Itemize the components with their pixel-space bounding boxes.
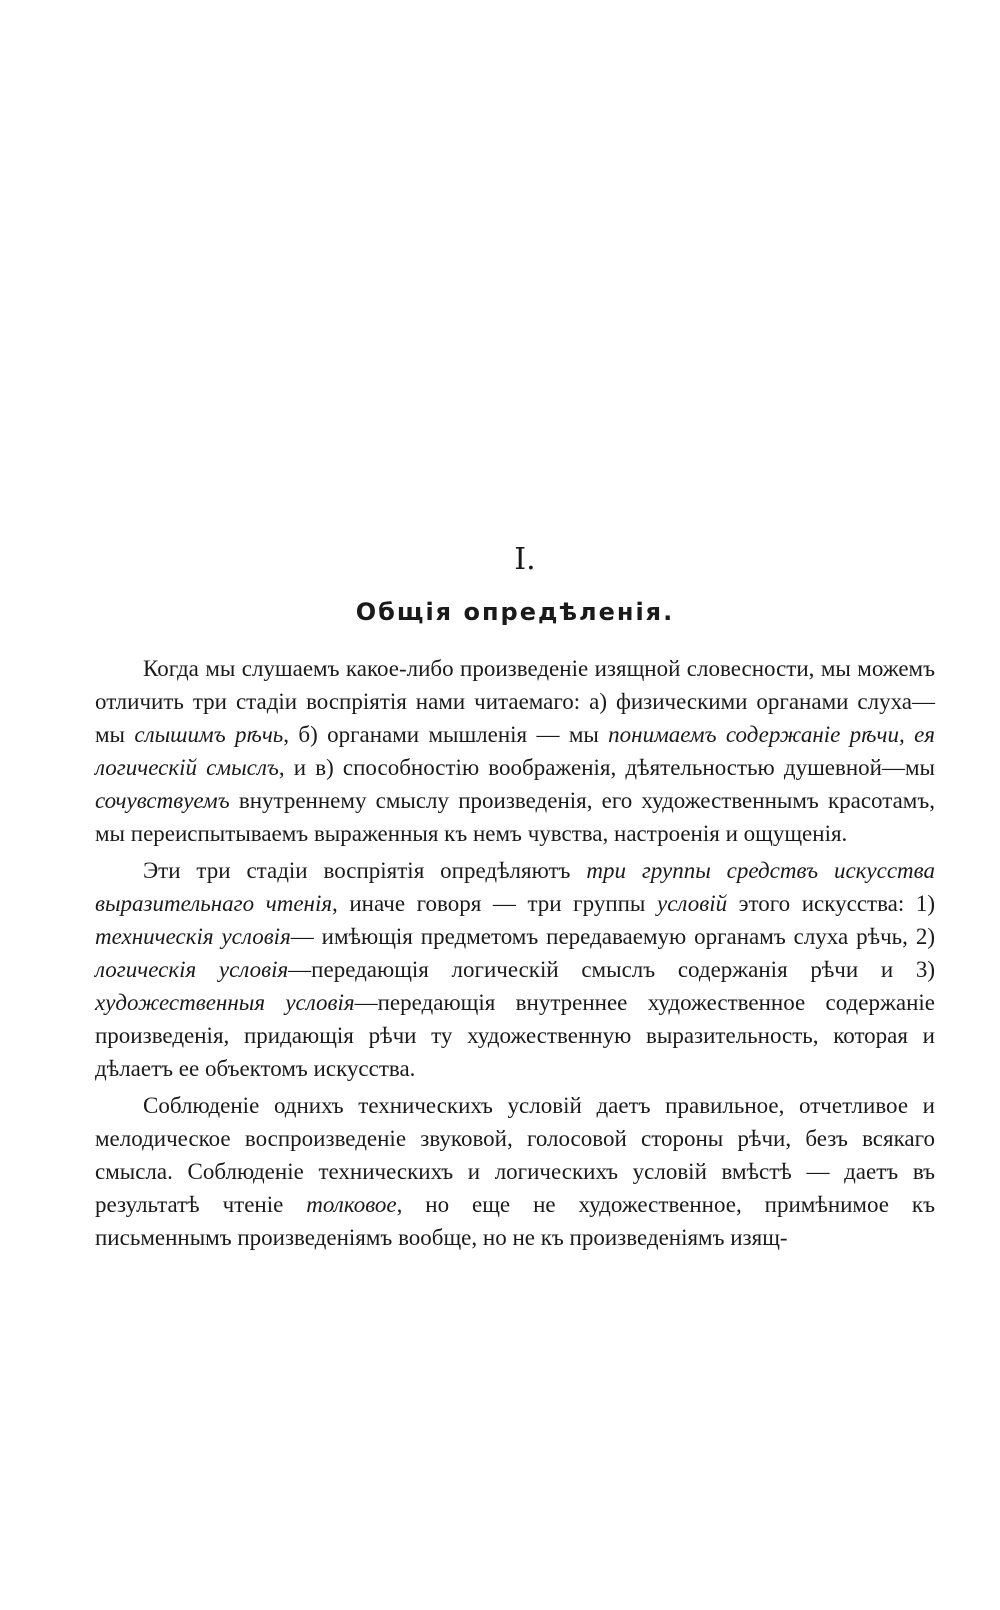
text-segment: внутреннему смыслу произведенія, его художественнымъ красотамъ, мы переиспытываемъ выраженныя къ немъ чувства, настроенія и ощущенія.	[95, 788, 935, 846]
paragraph-3	[95, 1089, 935, 1254]
text-segment: Когда мы слушаемъ какое-либо произведеніе изящной словесности, мы можемъ отличить три стадіи воспріятія нами читаемаго: а) физическими органами слуха—мы	[95, 656, 935, 747]
paragraph-1	[95, 652, 935, 850]
text-segment: —передающія внутреннее художественное содержаніе произведенія, придающія рѣчи ту художественную выразительность, которая и дѣлаетъ ее объектомъ искусства.	[95, 990, 935, 1081]
text-segment: , иначе говоря — три группы	[332, 891, 657, 916]
emphasis-text: толковое	[306, 1192, 397, 1217]
emphasis-text: три группы средствъ искусства выразительнаго чтенія	[95, 858, 935, 916]
text-segment: , и в) способностію воображенія, дѣятельностью душевной—мы	[278, 755, 935, 780]
text-segment: — имѣющія предметомъ передаваемую органамъ слуха рѣчь, 2)	[290, 924, 935, 949]
text-segment: —передающія логическій смыслъ содержанія рѣчи и 3)	[288, 957, 935, 982]
emphasis-text: понимаемъ содержаніе рѣчи, ея логическій смыслъ	[95, 722, 935, 780]
chapter-number: I.	[514, 542, 536, 577]
text-segment: Соблюденіе однихъ техническихъ условій даетъ правильное, отчетливое и мелодическое воспроизведеніе звуковой, голосовой стороны рѣчи, безъ всякаго смысла. Соблюденіе техническихъ и логическихъ условій вмѣстѣ — даетъ въ результатѣ чтеніе	[95, 1093, 935, 1217]
emphasis-text: техническія условія	[95, 924, 291, 949]
paragraph-2	[95, 854, 935, 1085]
text-segment: , б) органами мышленія — мы	[283, 722, 609, 747]
emphasis-text: слышимъ рѣчь	[134, 722, 284, 747]
emphasis-text: условій	[656, 891, 728, 916]
emphasis-text: сочувствуемъ	[95, 788, 230, 813]
emphasis-text: художественныя условія	[95, 990, 355, 1015]
text-segment: этого искусства: 1)	[727, 891, 935, 916]
emphasis-text: логическія условія	[95, 957, 289, 982]
text-segment: , но еще не художественное, примѣнимое къ письменнымъ произведеніямъ вообще, но не къ произведеніямъ изящ-	[95, 1192, 935, 1250]
text-segment: Эти три стадіи воспріятія опредѣляютъ	[143, 858, 587, 883]
body-text	[95, 652, 935, 1254]
chapter-title: Общія опредѣленія.	[355, 598, 675, 626]
